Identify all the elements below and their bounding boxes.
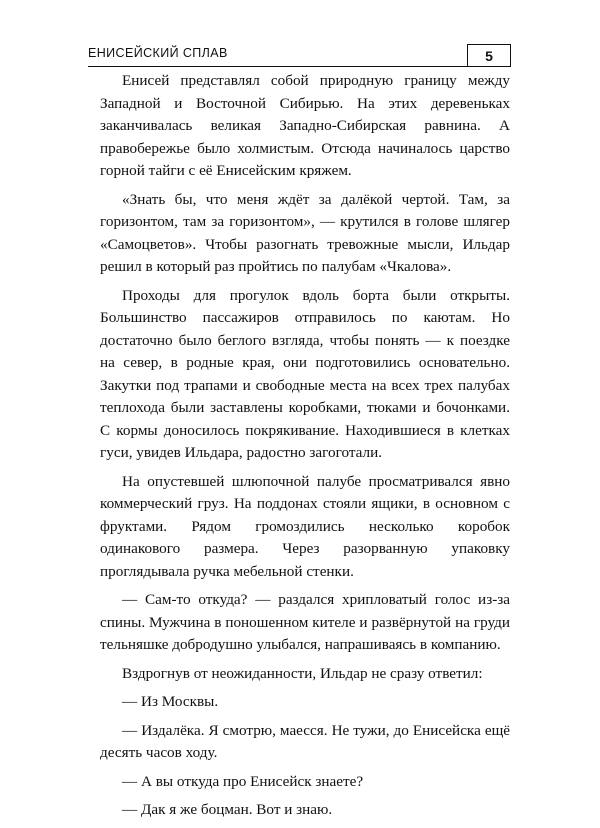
paragraph: «Знать бы, что меня ждёт за далёкой чертой. Там, за горизонтом, там за горизонтом», — крутился в голове шлягер «Самоцветов». Чтобы разогнать тревожные мысли, Ильдар решил в который раз пройтись по палубам «Чкалова». (100, 190, 510, 275)
paragraph: Проходы для прогулок вдоль борта были открыты. Большинство пассажиров отправилось по каютам. Но достаточно было беглого взгляда, чтобы понять — к поездке на север, в родные края, они подготовились основательно. Закутки под трапами и свободные места на всех трех палубах теплохода были заставлены коробками, тюками и бочонками. С кормы доносилось покрякивание. Находившиеся в клетках гуси, увидев Ильдара, радостно загоготали. (100, 286, 510, 461)
body-text (100, 70, 510, 828)
paragraph: — Издалёка. Я смотрю, маесся. Не тужи, до Енисейска ещё десять часов ходу. (100, 721, 510, 761)
paragraph: — Из Москвы. (122, 693, 219, 710)
page-header (88, 44, 511, 67)
paragraph: — Дак я же боцман. Вот и знаю. (122, 801, 333, 818)
paragraph: — А вы откуда про Енисейск знаете? (122, 772, 364, 790)
running-title: ЕНИСЕЙСКИЙ СПЛАВ (88, 46, 228, 60)
paragraph: Вздрогнув от неожиданности, Ильдар не сразу ответил: (122, 664, 483, 682)
paragraph: На опустевшей шлюпочной палубе просматривался явно коммерческий груз. На поддонах стояли ящики, в основном с фруктами. Рядом громоздились несколько коробок одинакового размера. Через разорванную упаковку проглядывала ручка мебельной стенки. (100, 472, 510, 580)
paragraph: — Сам-то откуда? — раздался хрипловатый голос из-за спины. Мужчина в поношенном кителе и развёрнутой на груди тельняшке добродушно улыбался, напрашиваясь в компанию. (100, 591, 510, 653)
paragraph: Енисей представлял собой природную границу между Западной и Восточной Сибирью. На этих деревеньках заканчивалась великая Западно-Сибирская равнина. А правобережье было холмистым. Отсюда начиналось царство горной тайги с её Енисейским кряжем. (100, 72, 510, 179)
page-number: 5 (467, 44, 511, 66)
